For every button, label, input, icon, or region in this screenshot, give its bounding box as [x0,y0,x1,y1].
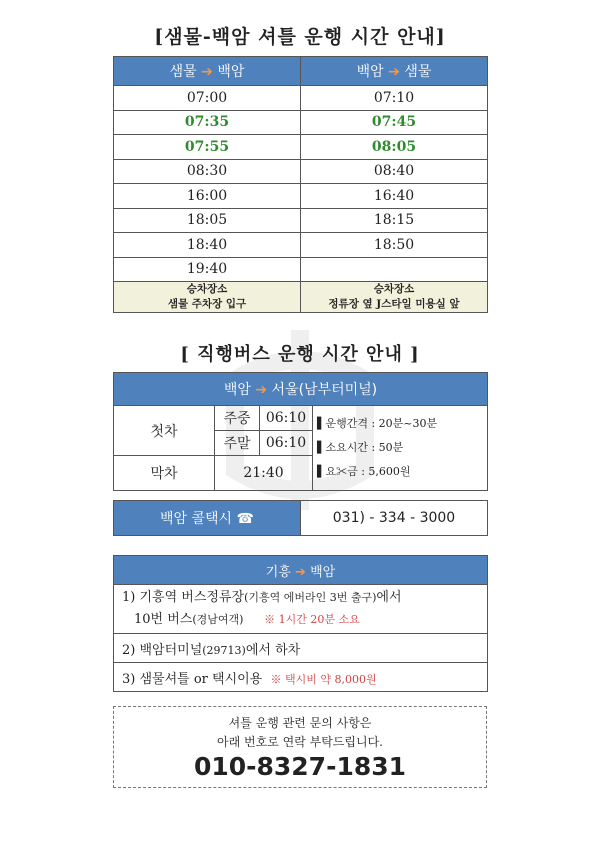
step1-stop: 1) 기흥역 버스정류장 [122,590,245,605]
time-cell: 07:45 [301,110,488,135]
express-from: 백암 [223,382,251,398]
contact-line1: 셔틀 운행 관련 문의 사항은 [228,716,372,730]
call-taxi-label: 백암 콜택시 ☎ [114,501,301,536]
express-title: [ 직행버스 운행 시간 안내 ] [180,344,420,365]
boarding-place-label: 승차장소 [186,283,228,295]
call-taxi-table [113,500,488,536]
col1-to: 백암 [217,64,245,80]
shuttle-title: [샘물-백암 셔틀 운행 시간 안내] [154,26,446,48]
time-cell: 07:10 [301,86,488,111]
step1-suffix: 에서 [376,590,402,605]
arrow-right-icon: ➔ [295,564,306,580]
express-to: 서울(남부터미널) [271,382,378,398]
fare-text: ▌요✂금 : 5,600원 [317,465,411,478]
time-cell: 19:40 [114,257,301,282]
boarding-place-value: 정류장 옆 J스타일 미용실 앞 [328,298,460,310]
table-row [114,257,488,282]
express-route-header [114,373,488,406]
express-bus-table [113,372,488,491]
time-cell: 07:00 [114,86,301,111]
table-row [114,184,488,209]
arrow-right-icon: ➔ [255,382,268,398]
step2-stop: 2) 백암터미널 [122,642,203,658]
step2-code: (29713) [202,643,246,657]
step1-exit: (기흥역 에버라인 3번 출구) [244,591,377,604]
time-cell: 16:40 [301,184,488,209]
giheung-route-header [114,556,488,585]
arrow-right-icon: ➔ [388,64,400,80]
time-cell: 07:35 [114,110,301,135]
table-row [114,86,488,111]
shuttle-col2-header [301,57,488,86]
route-step-2 [114,634,488,663]
step3-note: ※ 택시비 약 8,000원 [270,672,377,686]
time-cell: 08:05 [301,135,488,160]
col2-from: 백암 [356,64,384,80]
contact-box [113,706,487,788]
duration-text: ▌소요시간 : 50분 [317,441,404,454]
call-taxi-number: 031) - 334 - 3000 [301,501,488,536]
giheung-to: 백암 [310,564,336,580]
route-step-1 [114,585,488,634]
time-cell: 18:05 [114,208,301,233]
shuttle-col1-header [114,57,301,86]
express-info [313,406,488,491]
step1-operator: (경남여객) [192,613,244,626]
boarding-place-1 [114,282,301,313]
step3-text: 3) 샘물셔틀 or 택시이용 [122,671,263,687]
time-cell: 18:40 [114,233,301,258]
first-bus-label: 첫차 [114,406,215,456]
weekend-time: 06:10 [260,431,313,456]
giheung-route-table [113,555,488,692]
table-row [114,233,488,258]
arrow-right-icon: ➔ [201,64,213,80]
boarding-place-label: 승차장소 [373,283,415,295]
table-row [114,135,488,160]
last-bus-label: 막차 [114,456,215,491]
step1-bus: 10번 버스 [134,612,193,627]
giheung-from: 기흥 [265,564,291,580]
col2-to: 샘물 [404,64,432,80]
shuttle-timetable [113,56,488,313]
last-bus-time: 21:40 [215,456,313,491]
time-cell: 07:55 [114,135,301,160]
table-row [114,110,488,135]
boarding-place-value: 샘물 주차장 입구 [167,298,247,310]
table-row [114,159,488,184]
time-cell: 08:40 [301,159,488,184]
route-step-3 [114,663,488,692]
contact-phone: 010-8327-1831 [193,752,407,781]
table-row [114,208,488,233]
col1-from: 샘물 [169,64,197,80]
interval-text: ▌운행간격 : 20분~30분 [317,417,438,430]
time-cell [301,257,488,282]
weekend-label: 주말 [215,431,260,456]
step2-suffix: 에서 하차 [245,642,301,658]
step1-note: ※ 1시간 20분 소요 [264,613,360,626]
weekday-label: 주중 [215,406,260,431]
boarding-place-2 [301,282,488,313]
time-cell: 16:00 [114,184,301,209]
time-cell: 08:30 [114,159,301,184]
time-cell: 18:15 [301,208,488,233]
contact-line2: 아래 번호로 연락 부탁드립니다. [217,735,383,749]
boarding-place-row [114,282,488,313]
weekday-time: 06:10 [260,406,313,431]
time-cell: 18:50 [301,233,488,258]
